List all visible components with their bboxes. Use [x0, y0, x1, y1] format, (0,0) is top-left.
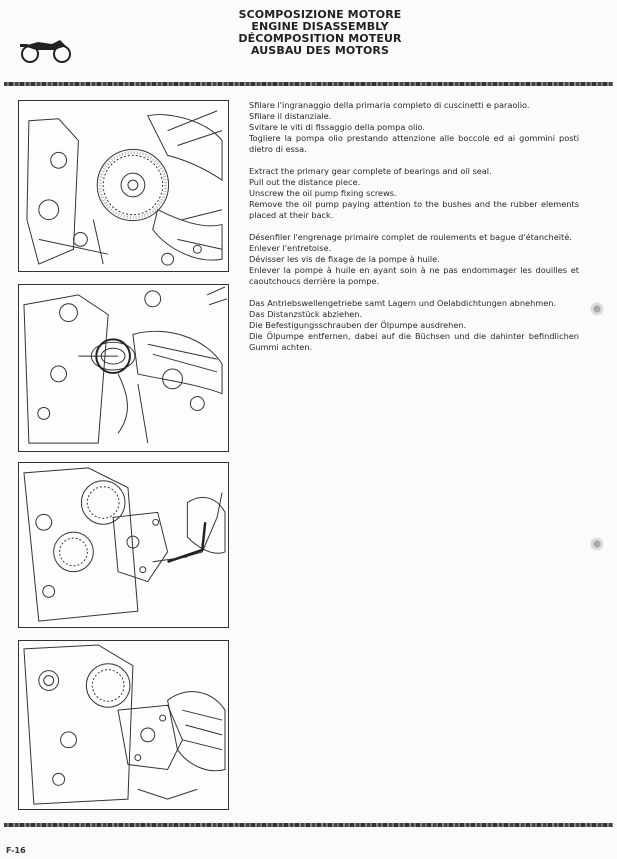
instructions-italian [249, 100, 579, 155]
binder-hole-icon [590, 537, 604, 551]
page-number: F-16 [6, 846, 26, 855]
instruction-step: Désenfiler l'engrenage primaire complet de roulements et bague d'étancheité. [249, 232, 572, 242]
figure-primary-gear [18, 100, 229, 272]
motorcycle-logo-icon [18, 36, 74, 64]
header-title-italian: SCOMPOSIZIONE MOTORE [238, 8, 402, 21]
instruction-step: Das Distanzstück abziehen. [249, 309, 363, 319]
instruction-step: Dévisser les vis de fixage de la pompe à huile. [249, 254, 440, 264]
instruction-step: Sfilare l'ingranaggio della primaria completo di cuscinetti e paraolio. [249, 100, 530, 110]
instruction-step: Togliere la pompa olio prestando attenzione alle boccole ed ai gommini posti dietro di essa. [249, 133, 579, 154]
figure-oil-pump-removal [18, 640, 229, 810]
figure-distance-piece [18, 284, 229, 452]
header-title-german: AUSBAU DES MOTORS [251, 44, 389, 57]
binder-hole-icon [590, 302, 604, 316]
instruction-step: Unscrew the oil pump fixing screws. [249, 188, 397, 198]
instructions-french [249, 232, 579, 287]
header-title-english: ENGINE DISASSEMBLY [251, 20, 389, 33]
instructions-german [249, 298, 579, 353]
instruction-step: Die Ölpumpe entfernen, dabei auf die Büchsen und die dahinter befindlichen Gummi achten. [249, 331, 579, 352]
instruction-step: Die Befestigungsschrauben der Ölpumpe ausdrehen. [249, 320, 467, 330]
instruction-step: Remove the oil pump paying attention to the bushes and the rubber elements placed at their back. [249, 199, 579, 220]
page-header [180, 9, 460, 57]
instruction-step: Sfilare il distanziale. [249, 111, 332, 121]
instruction-step: Pull out the distance piece. [249, 177, 361, 187]
instructions-column [249, 100, 579, 364]
bottom-rule [4, 823, 613, 827]
instruction-step: Svitare le viti di fissaggio della pompa olio. [249, 122, 425, 132]
instruction-step: Enlever l'entretoise. [249, 243, 332, 253]
top-rule [4, 82, 613, 86]
instruction-step: Das Antriebswellengetriebe samt Lagern und Oelabdichtungen abnehmen. [249, 298, 557, 308]
instruction-step: Enlever la pompe à huile en ayant soin à ne pas endommager les douilles et caoutchoucs derrière la pompe. [249, 265, 579, 286]
figure-oil-pump-screws [18, 462, 229, 628]
instructions-english [249, 166, 579, 221]
instruction-step: Extract the primary gear complete of bearings and oil seal. [249, 166, 492, 176]
header-title-french: DÉCOMPOSITION MOTEUR [238, 32, 402, 45]
